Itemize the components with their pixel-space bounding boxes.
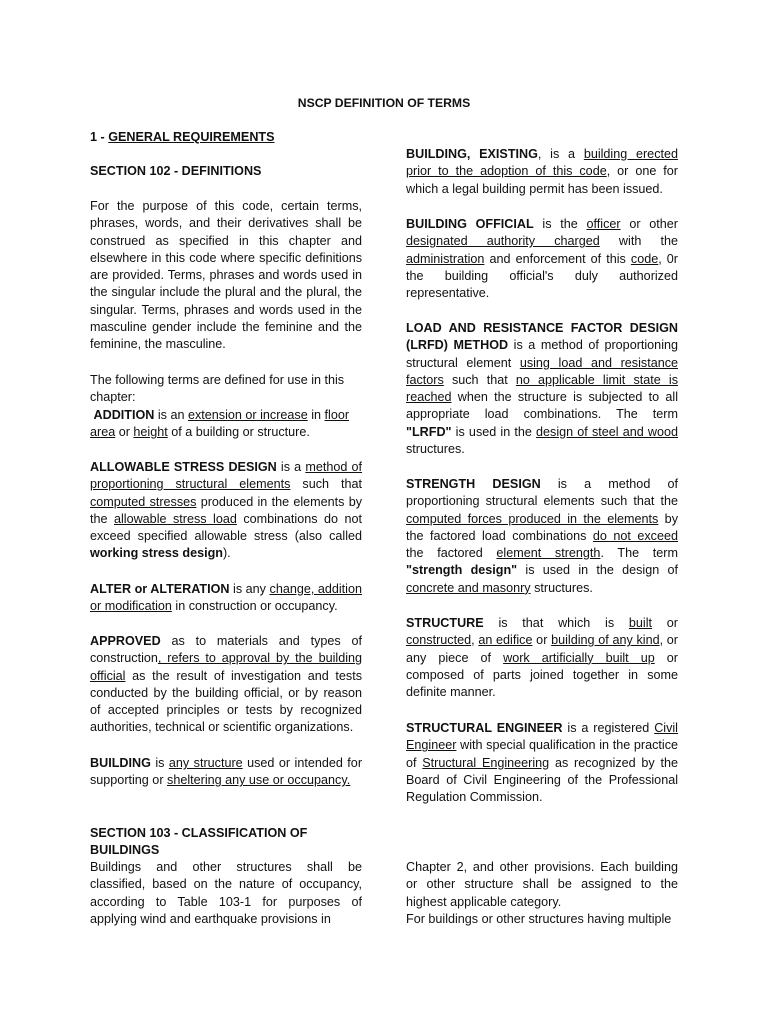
chapter-heading: 1 - GENERAL REQUIREMENTS (90, 130, 275, 144)
definition-addition: ADDITION is an extension or increase in floor area or height of a building or structure. (90, 408, 350, 440)
section-103-paragraph: Buildings and other structures shall be classified, based on the nature of occupancy, according to Table 103-1 for purposes of applying wind and earthquake provisions in (90, 860, 362, 926)
definition-strength-design: STRENGTH DESIGN is a method of proportioning structural elements such that the computed forces produced in the elements by the factored load combinations do not exceed the factored element strength. The term "strength design" is used in the design of concrete and masonry structures. (406, 477, 678, 595)
definition-structural-engineer: STRUCTURAL ENGINEER is a registered Civil Engineer with special qualification in the practice of Structural Engineering as recognized by the Board of Civil Engineering of the Professional Regulation Commission. (406, 721, 678, 805)
intro-paragraph: For the purpose of this code, certain terms, phrases, words, and their derivatives shall be construed as specified in this chapter and elsewhere in this code where specific definitions are provided. Terms, phrases and words used in the singular include the plural and the plural, the singular. Terms, phrases and words used in the masculine gender include the feminine and the feminine, the masculine. (90, 199, 362, 352)
section-103-heading: SECTION 103 - CLASSIFICATION OF BUILDINGS (90, 826, 308, 858)
document-title: NSCP DEFINITION OF TERMS (297, 96, 471, 110)
section-103-multiple-occupancy: For buildings or other structures having multiple (406, 912, 672, 926)
definition-building-existing: BUILDING, EXISTING, is a building erected prior to the adoption of this code, or one for which a legal building permit has been issued. (406, 147, 678, 196)
definition-alteration: ALTER or ALTERATION is any change, addition or modification in construction or occupancy. (90, 582, 362, 614)
section-103-continuation: Chapter 2, and other provisions. Each building or other structure shall be assigned to the highest applicable category. (406, 860, 678, 909)
definition-building: BUILDING is any structure used or intended for supporting or sheltering any use or occupancy. (90, 756, 363, 788)
definition-lrfd: LOAD AND RESISTANCE FACTOR DESIGN (LRFD) METHOD is a method of proportioning structural element using load and resistance factors such that no applicable limit state is reached when the structure is subjected to all appropriate load combinations. The term "LRFD" is used in the design of steel and wood structures. (406, 321, 678, 457)
definition-approved: APPROVED as to materials and types of construction, refers to approval by the building official as the result of investigation and tests conducted by the building official, or by reason of accepted principles or tests by recognized authorities, technical or scientific organizations. (90, 634, 362, 735)
definition-building-official: BUILDING OFFICIAL is the officer or other designated authority charged with the administration and enforcement of this code, 0r the building official's duly authorized representative. (406, 217, 678, 301)
definition-allowable-stress-design: ALLOWABLE STRESS DESIGN is a method of proportioning structural elements such that computed stresses produced in the elements by the allowable stress load combinations do not exceed specified allowable stress (also called working stress design). (90, 460, 363, 561)
following-terms-text: The following terms are defined for use in this chapter: (90, 373, 345, 405)
definition-structure: STRUCTURE is that which is built or constructed, an edifice or building of any kind, or any piece of work artificially built up or composed of parts joined together in some definite manner. (406, 616, 679, 700)
section-102-heading: SECTION 102 - DEFINITIONS (90, 164, 262, 178)
